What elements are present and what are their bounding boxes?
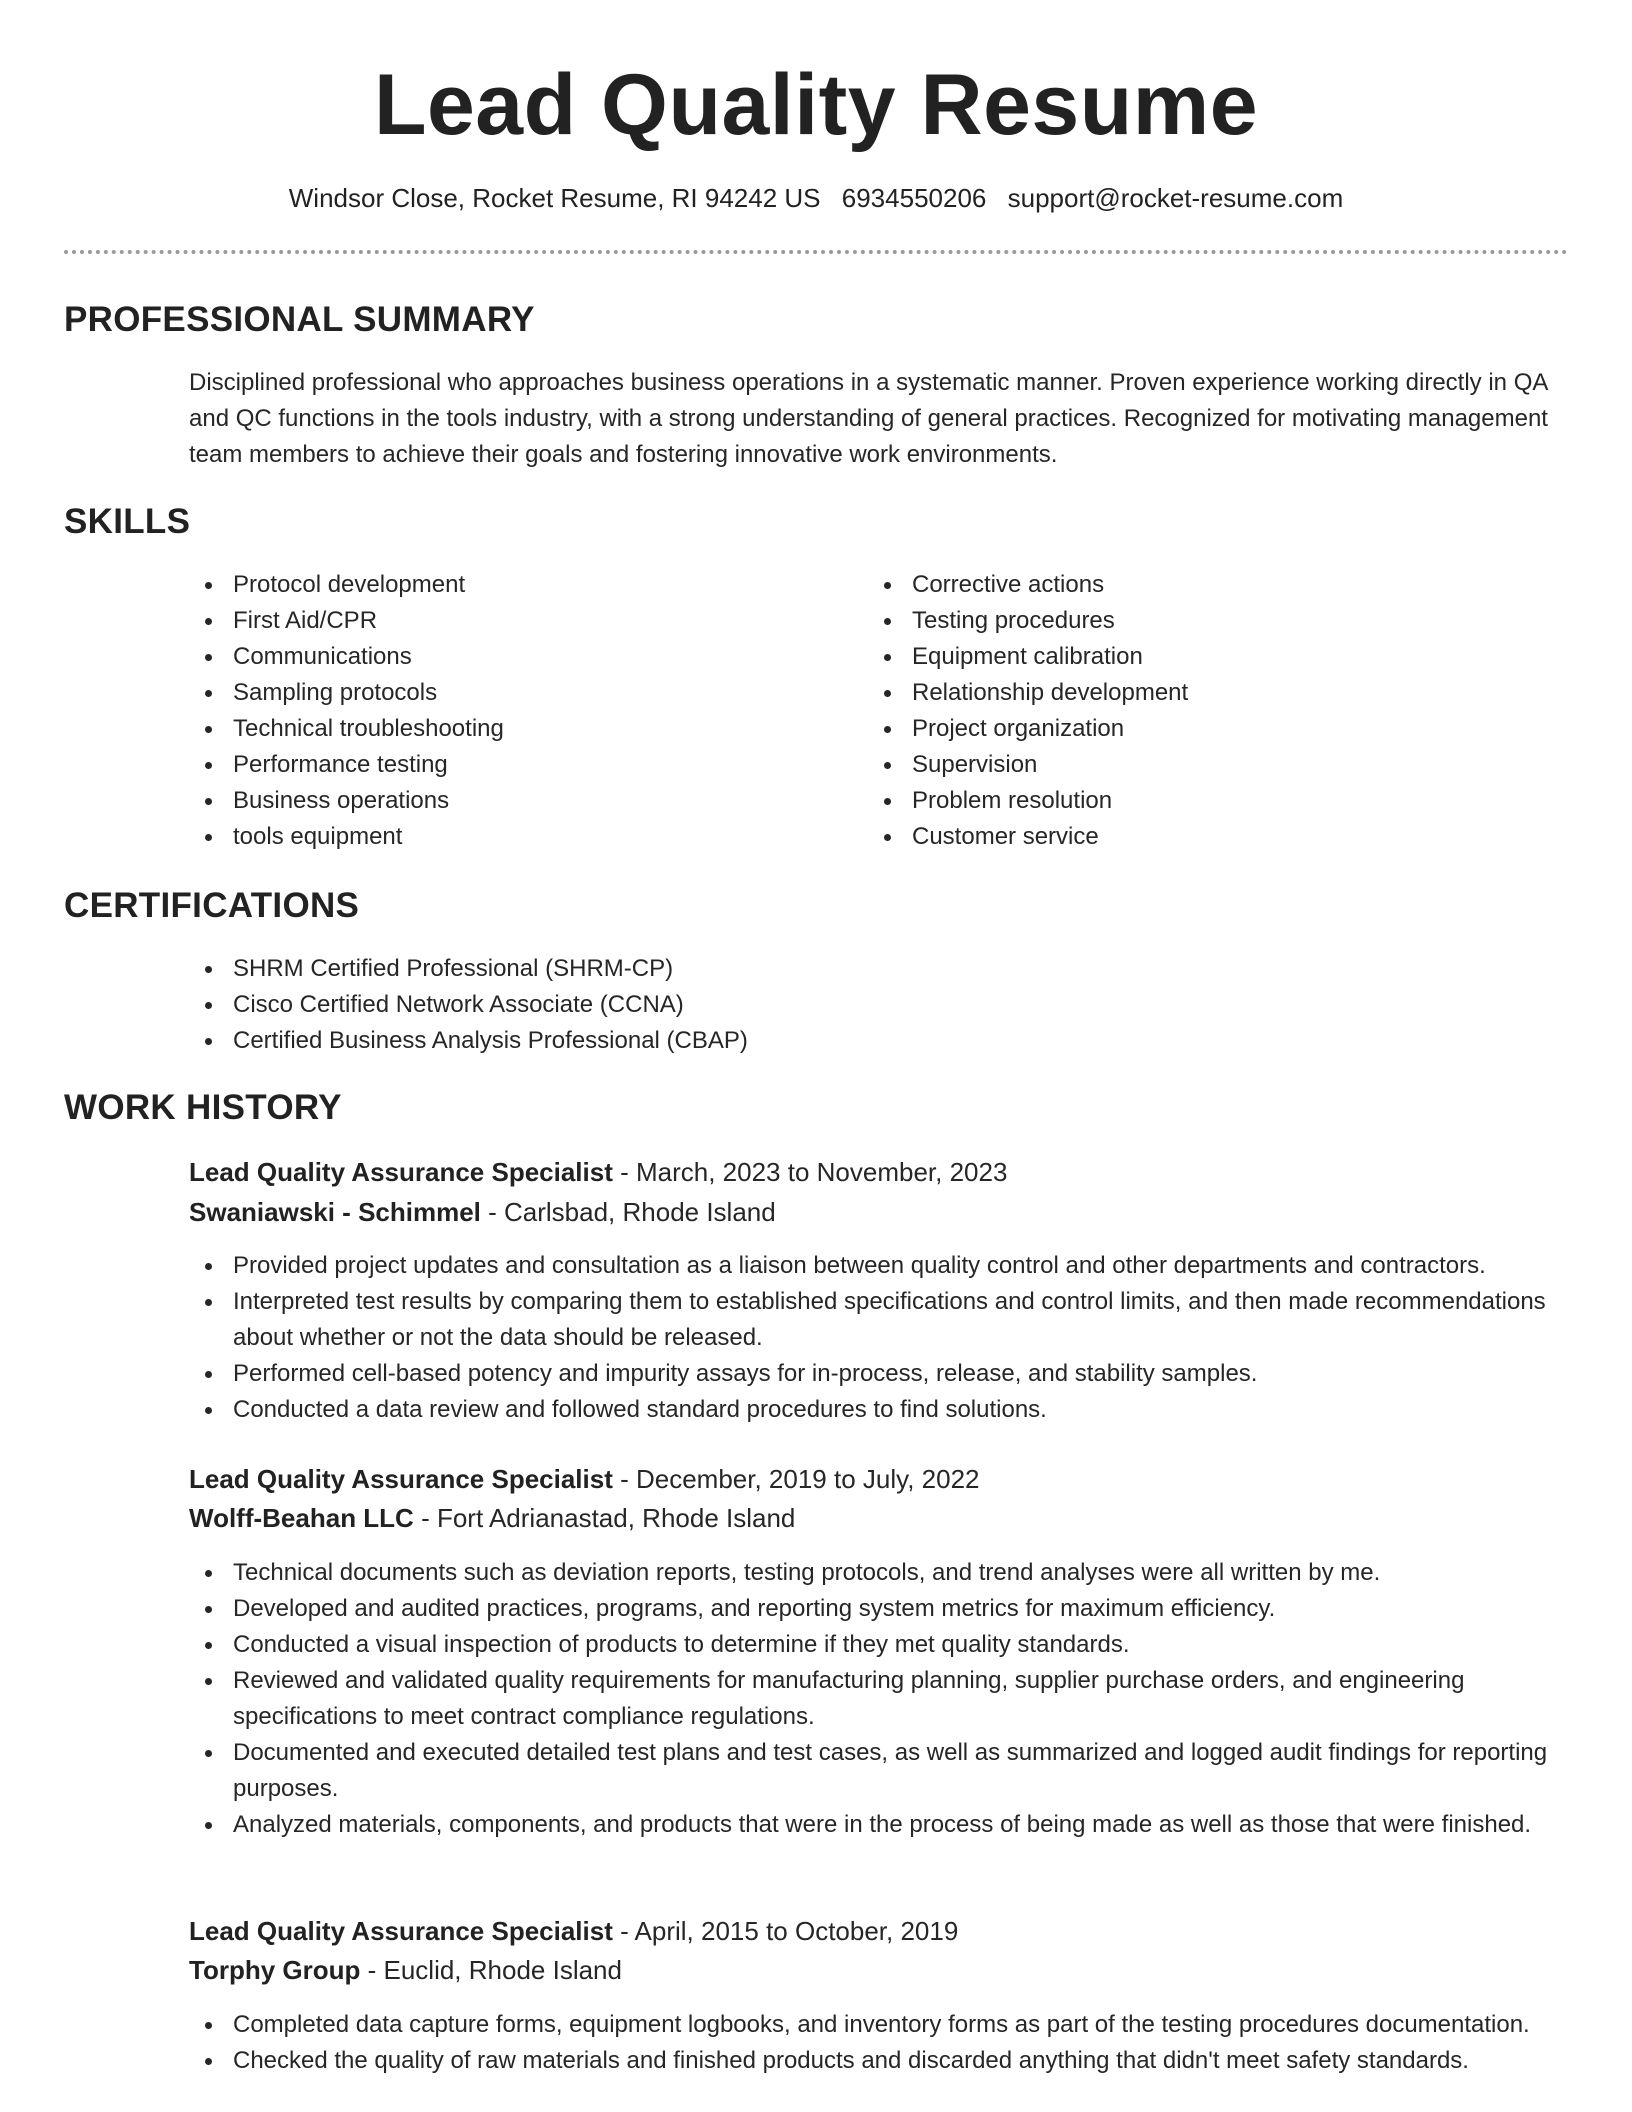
skill-item: Problem resolution bbox=[868, 783, 1508, 819]
section-title-skills: SKILLS bbox=[64, 502, 191, 541]
job-bullet: Analyzed materials, components, and products that were in the process of being made as well as those that were finished. bbox=[189, 1807, 1549, 1843]
certifications-block bbox=[189, 951, 1489, 1059]
job-location: - Euclid, Rhode Island bbox=[360, 1955, 622, 1985]
certifications-list bbox=[189, 951, 1489, 1059]
job-dates: - December, 2019 to July, 2022 bbox=[612, 1464, 980, 1494]
job-role: Lead Quality Assurance Specialist bbox=[189, 1916, 613, 1946]
job-title-line bbox=[189, 1912, 1569, 1951]
skill-item: Corrective actions bbox=[868, 567, 1508, 603]
skill-item: Technical troubleshooting bbox=[189, 711, 829, 747]
job-bullets-block bbox=[189, 1555, 1549, 1843]
contact-email: support@rocket-resume.com bbox=[1007, 183, 1344, 213]
job-title-line bbox=[189, 1460, 1569, 1499]
certification-item: Certified Business Analysis Professional (CBAP) bbox=[189, 1023, 1489, 1059]
certification-item: SHRM Certified Professional (SHRM-CP) bbox=[189, 951, 1489, 987]
section-title-summary: PROFESSIONAL SUMMARY bbox=[64, 300, 535, 339]
job-dates: - March, 2023 to November, 2023 bbox=[612, 1157, 1008, 1187]
job-role: Lead Quality Assurance Specialist bbox=[189, 1464, 613, 1494]
skill-item: First Aid/CPR bbox=[189, 603, 829, 639]
skills-column-left bbox=[189, 567, 829, 855]
skill-item: Project organization bbox=[868, 711, 1508, 747]
skill-item: Supervision bbox=[868, 747, 1508, 783]
job-bullet: Documented and executed detailed test plans and test cases, as well as summarized and logged audit findings for reporting purposes. bbox=[189, 1735, 1549, 1807]
skills-list-right bbox=[868, 567, 1508, 855]
job-bullet: Performed cell-based potency and impurity assays for in-process, release, and stability samples. bbox=[189, 1356, 1549, 1392]
job-bullet: Technical documents such as deviation reports, testing protocols, and trend analyses were all written by me. bbox=[189, 1555, 1549, 1591]
job-role: Lead Quality Assurance Specialist bbox=[189, 1157, 613, 1187]
job-bullet: Conducted a visual inspection of products to determine if they met quality standards. bbox=[189, 1627, 1549, 1663]
job-bullet: Checked the quality of raw materials and finished products and discarded anything that didn't meet safety standards. bbox=[189, 2043, 1549, 2079]
summary-text: Disciplined professional who approaches business operations in a systematic manner. Proven experience working directly in QA and QC functions in the tools industry, with a strong understanding of general practices. Recognized for motivating management team members to achieve their goals and fostering innovative work environments. bbox=[189, 369, 1548, 468]
job-bullet: Interpreted test results by comparing them to established specifications and control limits, and then made recommendations about whether or not the data should be released. bbox=[189, 1284, 1549, 1356]
job-company-line bbox=[189, 1499, 1569, 1538]
job-location: - Fort Adrianastad, Rhode Island bbox=[413, 1503, 796, 1533]
job-bullet: Completed data capture forms, equipment logbooks, and inventory forms as part of the testing procedures documentation. bbox=[189, 2007, 1549, 2043]
skill-item: Business operations bbox=[189, 783, 829, 819]
skill-item: Customer service bbox=[868, 819, 1508, 855]
job-bullets-block bbox=[189, 1248, 1549, 1428]
certification-item: Cisco Certified Network Associate (CCNA) bbox=[189, 987, 1489, 1023]
job-bullet-list bbox=[189, 1248, 1549, 1428]
job-company: Swaniawski - Schimmel bbox=[189, 1197, 481, 1227]
job-bullet-list bbox=[189, 2007, 1549, 2079]
job-dates: - April, 2015 to October, 2019 bbox=[612, 1916, 959, 1946]
skill-item: Sampling protocols bbox=[189, 675, 829, 711]
job-title-line bbox=[189, 1153, 1569, 1192]
skill-item: Performance testing bbox=[189, 747, 829, 783]
skill-item: tools equipment bbox=[189, 819, 829, 855]
header-divider bbox=[64, 250, 1568, 254]
job-bullet: Conducted a data review and followed standard procedures to find solutions. bbox=[189, 1392, 1549, 1428]
job-company: Wolff-Beahan LLC bbox=[189, 1503, 414, 1533]
skill-item: Testing procedures bbox=[868, 603, 1508, 639]
skill-item: Equipment calibration bbox=[868, 639, 1508, 675]
section-title-work-history: WORK HISTORY bbox=[64, 1088, 342, 1127]
contact-phone: 6934550206 bbox=[841, 183, 987, 213]
job-bullet: Provided project updates and consultation as a liaison between quality control and other departments and contractors. bbox=[189, 1248, 1549, 1284]
skill-item: Communications bbox=[189, 639, 829, 675]
contact-address: Windsor Close, Rocket Resume, RI 94242 US bbox=[288, 183, 821, 213]
job-company-line bbox=[189, 1951, 1569, 1990]
job-bullet: Developed and audited practices, programs, and reporting system metrics for maximum efficiency. bbox=[189, 1591, 1549, 1627]
job-bullet: Reviewed and validated quality requirements for manufacturing planning, supplier purchase orders, and engineering specifications to meet contract compliance regulations. bbox=[189, 1663, 1549, 1735]
job-company-line bbox=[189, 1193, 1569, 1232]
skills-column-right bbox=[868, 567, 1508, 855]
job-bullet-list bbox=[189, 1555, 1549, 1843]
resume-title: Lead Quality Resume bbox=[373, 57, 1259, 153]
job-company: Torphy Group bbox=[189, 1955, 361, 1985]
section-title-certifications: CERTIFICATIONS bbox=[64, 886, 360, 925]
contact-line bbox=[0, 180, 1632, 216]
job-bullets-block bbox=[189, 2007, 1549, 2079]
job-location: - Carlsbad, Rhode Island bbox=[480, 1197, 776, 1227]
skills-list-left bbox=[189, 567, 829, 855]
skill-item: Protocol development bbox=[189, 567, 829, 603]
skill-item: Relationship development bbox=[868, 675, 1508, 711]
